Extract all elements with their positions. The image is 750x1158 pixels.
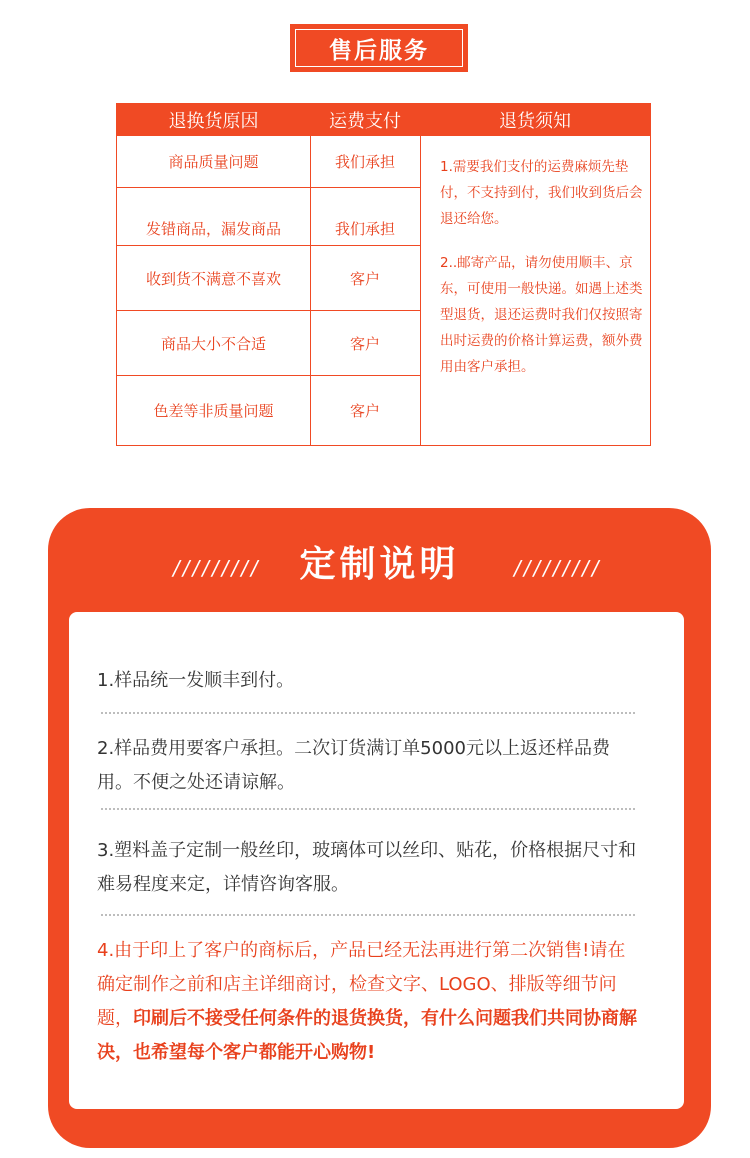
table-row bbox=[117, 246, 421, 311]
table-row bbox=[117, 311, 421, 376]
payer-cell: 客户 bbox=[349, 402, 380, 420]
customization-card bbox=[69, 612, 684, 1109]
dotted-divider bbox=[101, 914, 635, 916]
table-row bbox=[117, 136, 421, 188]
reason-cell: 商品质量问题 bbox=[168, 153, 259, 171]
payer-cell: 我们承担 bbox=[334, 220, 395, 238]
header-reason: 退换货原因 bbox=[168, 111, 259, 132]
note-2: 2..邮寄产品，请勿使用顺丰、京东，可使用一般快递。如遇上述类型退货，退还运费时我们仅按照寄出时运费的价格计算运费，额外费用由客户承担。 bbox=[440, 255, 643, 375]
custom-item-3: 3.塑料盖子定制一般丝印，玻璃体可以丝印、贴花，价格根据尺寸和难易程度来定，详情咨询客服。 bbox=[97, 840, 637, 895]
custom-item-1: 1.样品统一发顺丰到付。 bbox=[97, 670, 295, 691]
payer-cell: 客户 bbox=[349, 334, 380, 353]
return-notes bbox=[440, 154, 650, 398]
dotted-divider bbox=[101, 808, 635, 810]
dotted-divider bbox=[101, 712, 635, 714]
payer-cell: 我们承担 bbox=[334, 153, 395, 171]
reason-cell: 商品大小不合适 bbox=[160, 334, 266, 353]
return-policy-table bbox=[116, 103, 651, 446]
reason-cell: 色差等非质量问题 bbox=[153, 402, 274, 420]
decor-slashes-right: ///////// bbox=[514, 556, 602, 580]
customization-title: 定制说明 bbox=[299, 544, 460, 585]
table-row bbox=[117, 188, 421, 246]
custom-item-2: 2.样品费用要客户承担。二次订货满订单5000元以上返还样品费用。不便之处还请谅解。 bbox=[97, 738, 610, 793]
reason-cell: 发错商品，漏发商品 bbox=[145, 220, 281, 238]
custom-item-4-emphasis: 印刷后不接受任何条件的退货换货，有什么问题我们共同协商解决，也希望每个客户都能开心购物! bbox=[97, 1008, 637, 1063]
after-sales-title: 售后服务 bbox=[329, 37, 429, 64]
table-row bbox=[117, 376, 421, 445]
note-1: 1.需要我们支付的运费麻烦先垫付，不支持到付，我们收到货后会退还给您。 bbox=[440, 159, 643, 227]
table-header bbox=[117, 104, 650, 136]
custom-item-4-text: 4.由于印上了客户的商标后，产品已经无法再进行第二次销售!请在确定制作之前和店主详细商讨，检查文字、LOGO、排版等细节问题， bbox=[97, 940, 626, 1029]
customization-panel bbox=[48, 508, 711, 1148]
reason-cell: 收到货不满意不喜欢 bbox=[145, 269, 281, 288]
header-notes: 退货须知 bbox=[499, 111, 571, 132]
header-payer: 运费支付 bbox=[329, 111, 401, 132]
payer-cell: 客户 bbox=[349, 269, 380, 288]
after-sales-title-box bbox=[290, 24, 468, 72]
decor-slashes-left: ///////// bbox=[173, 556, 261, 580]
custom-item-4 bbox=[97, 934, 643, 1070]
